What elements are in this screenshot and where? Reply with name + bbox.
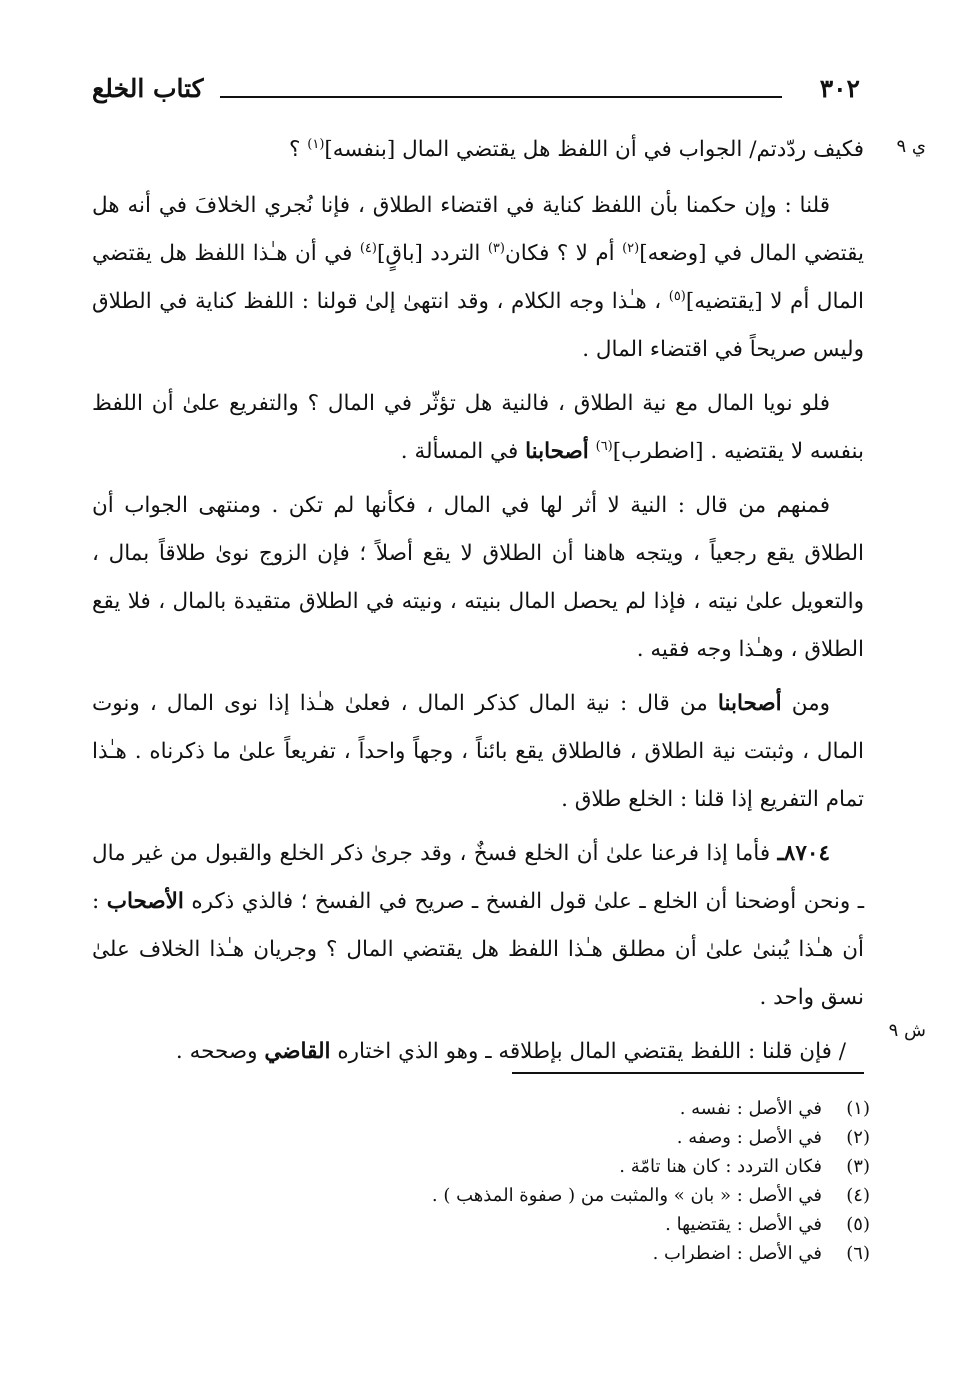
- footnote-number: (٣): [846, 1156, 870, 1177]
- bold-term: الأصحاب: [106, 889, 184, 914]
- footnote-number: (١): [846, 1098, 870, 1119]
- footnote-ref: (٦): [595, 438, 613, 454]
- text-run: فلو نويا المال مع نية الطلاق ، فالنية هل تؤثّر في المال ؟ والتفريع علىٰ أن اللفظ بنفسه لا يقتضيه . [اضطرب]: [92, 391, 864, 464]
- footnotes: [370, 1094, 870, 1268]
- margin-mark-top: ي ٩: [896, 136, 926, 157]
- text-run: : أن هـٰذا يُبنىٰ علىٰ أن مطلق هـٰذا اللفظ هل يقتضي المال ؟ وجريان هـٰذا الخلاف علىٰ نسق واحد .: [92, 889, 864, 1010]
- page-header: [92, 74, 860, 114]
- paragraph: [92, 380, 864, 476]
- paragraph: [92, 126, 864, 174]
- bold-term: القاضي: [264, 1039, 331, 1064]
- paragraph: [92, 182, 864, 374]
- footnote-text: في الأصل : اضطراب .: [652, 1243, 822, 1264]
- text-run: فمنهم من قال : النية لا أثر لها في المال ، فكأنها لم تكن . ومنتهى الجواب أن الطلاق يقع رجعياً ، ويتجه هاهنا أن الطلاق لا يقع أصلاً ؛ فإن الزوج نوىٰ طلاقاً بمال ، والتعويل علىٰ نيته ، فإذا لم يحصل المال بنيته ، ونيته في الطلاق متقيدة بالمال ، فلا يقع الطلاق ، وهـٰذا وجه فقيه .: [92, 493, 864, 662]
- footnote-text: فكان التردد : كان هنا تامّة .: [619, 1156, 822, 1177]
- text-run: التردد [باقٍ]: [376, 241, 488, 266]
- footnote-ref: (٤): [359, 240, 377, 256]
- text-run: في المسألة .: [400, 439, 526, 464]
- paragraph: [92, 830, 864, 1022]
- footnote-number: (٥): [846, 1214, 870, 1235]
- header-rule: [220, 96, 782, 98]
- footnote: [370, 1181, 870, 1210]
- text-run: [589, 439, 596, 464]
- margin-mark-bottom: ش ٩: [888, 1020, 926, 1041]
- footnote-number: (٤): [846, 1185, 870, 1206]
- text-run: وصححه .: [175, 1039, 265, 1064]
- footnote: [370, 1239, 870, 1268]
- footnote-text: في الأصل : « بان » والمثبت من ( صفوة المذهب ) .: [431, 1185, 822, 1206]
- footnote-text: في الأصل : يقتضيها .: [665, 1214, 822, 1235]
- footnote: [370, 1094, 870, 1123]
- running-title: كتاب الخلع: [92, 74, 204, 103]
- footnote: [370, 1152, 870, 1181]
- footnote-ref: (٣): [487, 240, 505, 256]
- text-run: أم لا ؟ فكان: [504, 241, 623, 266]
- text-run: فأما إذا فرعنا علىٰ أن الخلع فسخٌ ، وقد جرىٰ ذكر الخلع والقبول من غير مال ـ ونحن أوضحنا أن الخلع ـ علىٰ قول الفسخ ـ صريح في الفسخ ؛ فالذي ذكره: [92, 841, 865, 914]
- bold-term: أصحابنا: [525, 439, 589, 464]
- paragraph: [92, 1028, 864, 1076]
- footnote-ref: (٢): [622, 240, 640, 256]
- footnote-ref: (١): [307, 136, 325, 152]
- footnote: [370, 1123, 870, 1152]
- footnote-rule: [512, 1072, 864, 1074]
- text-run: من قال : نية المال كذكر المال ، فعلىٰ هـٰذا إذا نوى المال ، ونوت المال ، وثبتت نية الطلاق ، فالطلاق يقع بائناً ، وجهاً واحداً ، تفريعاً علىٰ ما ذكرناه . هـٰذا تمام التفريع إذا قلنا : الخلع طلاق .: [92, 691, 864, 812]
- footnote-ref: (٥): [668, 288, 686, 304]
- text-run: ، هـٰذا وجه الكلام ، وقد انتهىٰ إلىٰ قولنا : اللفظ كناية في الطلاق وليس صريحاً في اقتضاء المال .: [92, 289, 864, 362]
- text-run: فكيف ردّدتم/ الجواب في أن اللفظ هل يقتضي المال [بنفسه]: [324, 137, 864, 162]
- text-run: قلنا : وإن حكمنا بأن اللفظ كناية في اقتضاء الطلاق ، فإنا نُجري الخلافَ في أنه هل يقتضي المال في [وضعه]: [92, 193, 864, 266]
- text-run: ؟: [289, 137, 308, 162]
- bold-term: ٨٧٠٤ـ: [777, 841, 830, 866]
- text-run: ومن: [781, 691, 830, 716]
- footnote-number: (٢): [846, 1127, 870, 1148]
- main-text: [92, 126, 864, 1082]
- footnote-number: (٦): [846, 1243, 870, 1264]
- text-run: / فإن قلنا : اللفظ يقتضي المال بإطلاقه ـ وهو الذي اختاره: [330, 1039, 846, 1064]
- footnote: [370, 1210, 870, 1239]
- bold-term: أصحابنا: [717, 691, 782, 716]
- text-run: في أن هـٰذا اللفظ هل يقتضي المال أم لا [يقتضيه]: [92, 241, 864, 314]
- paragraph: [92, 680, 864, 824]
- footnote-text: في الأصل : وصفه .: [676, 1127, 822, 1148]
- footnote-text: في الأصل : نفسه .: [679, 1098, 822, 1119]
- page-number: ٣٠٢: [819, 74, 860, 103]
- paragraph: [92, 482, 864, 674]
